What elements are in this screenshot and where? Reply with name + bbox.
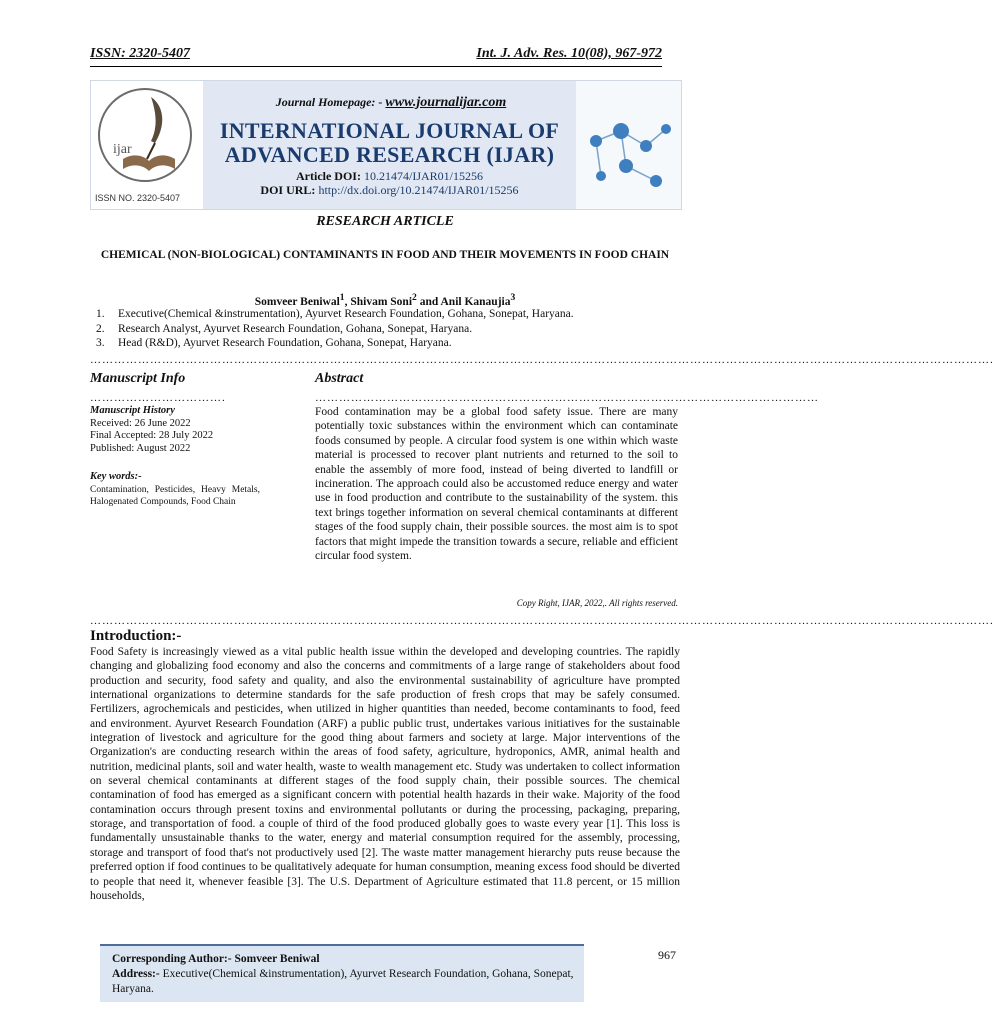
copyright: Copy Right, IJAR, 2022,. All rights reserved. <box>516 598 678 608</box>
corresponding-address: Address:- Executive(Chemical &instrumentation), Ayurvet Research Foundation, Gohana, Sonepat, Haryana. <box>112 968 574 995</box>
published-date: Published: August 2022 <box>90 442 191 454</box>
abstract-text: Food contamination may be a global food safety issue. There are many potentially toxic substances within the environment which can contaminate foods consumed by people. A circular food system is one within which waste material is processed to recover plant nutrients and returned to the soil to enable the assembly of more food, instead of being diverted to landfill or incineration. The approach could also be accustomed reduce energy and water use in food production and contribute to the sustainability of the system. this text brings together information on several chemical contaminants at different stages of the food supply chain, their possible sources. the most aim is to spot factors that might impede the transition towards a secure, reliable and efficient circular food system. <box>315 406 678 563</box>
affiliation-item: 3. Head (R&D), Ayurvet Research Foundation, Gohana, Sonepat, Haryana. <box>96 337 452 349</box>
page-number: 967 <box>658 948 676 962</box>
author-3: Anil Kanaujia <box>440 295 511 308</box>
history-heading: Manuscript History <box>90 405 175 416</box>
affiliation-item: 2. Research Analyst, Ayurvet Research Foundation, Gohana, Sonepat, Haryana. <box>96 322 473 335</box>
article-title: CHEMICAL (NON-BIOLOGICAL) CONTAMINANTS IN FOOD AND THEIR MOVEMENTS IN FOOD CHAIN <box>100 249 670 261</box>
author-conjunction: and <box>416 295 441 308</box>
homepage-label: Journal Homepage: - <box>275 95 386 109</box>
dotted-divider: ………………………………………………………………………………………………………………………………………………………………………………………………………. <box>90 615 994 627</box>
running-header <box>90 46 662 67</box>
logo-text: ijar <box>113 142 132 157</box>
manuscript-info-heading: Manuscript Info <box>90 371 186 386</box>
molecule-cover-icon <box>576 81 681 209</box>
journal-title-line2: ADVANCED RESEARCH (IJAR) <box>224 142 555 167</box>
keywords-heading: Key words:- <box>90 471 142 482</box>
article-type: RESEARCH ARTICLE <box>316 214 454 229</box>
journal-citation: Int. J. Adv. Res. 10(08), 967-972 <box>476 46 662 61</box>
quill-book-icon <box>93 83 201 193</box>
logo-issn: ISSN NO. 2320-5407 <box>95 193 181 203</box>
introduction-heading: Introduction:- <box>90 628 182 644</box>
ijar-logo <box>91 81 203 209</box>
author-1: Somveer Beniwal <box>254 295 340 308</box>
dotted-divider: ……………………………………………………………………………………………………………… <box>315 392 819 404</box>
article-doi-label: Article DOI: <box>296 169 361 183</box>
issn-label: ISSN: 2320-5407 <box>90 46 190 61</box>
author-line: Somveer Beniwal$^1$, Shivam Soni$^2$ and Anil Kanaujia$^3$ <box>254 292 516 308</box>
author-3-sup: 3 <box>510 292 516 303</box>
doi-block <box>203 169 576 197</box>
introduction-text: Food Safety is increasingly viewed as a vital public health issue within the developed and developing countries. The rapidly changing and globalizing food economy and also the concerns and commitments of a large range of stakeholders about food production and security, food safety and quality, and also the environmental sustainability of agriculture have prompted international organizations to determine standards for the safe production of fresh crops that may be safely consumed. Fertilizers, agrochemicals and pesticides, when utilized in higher quantities than needed, become contaminants to food, feed and environment. Ayurvet Research Foundation (ARF) a public public trust, undertakes various initiatives for the sustainable integration of livestock and agriculture for the good thing about farmers and society at large. Major interventions of the Organization's are conducting research within the areas of food safety, agriculture, hydroponics, AMR, animal health and nutrition, medicinal plants, soil and water health, waste to wealth management etc. Study was undertaken to collect information on several chemical contaminants at different stages of the food supply chain, their possible sources. The chemical contamination of food has emerged as a significant concern with potential health hazards in their wake. Majority of the food contamination occurs through present toxins and environmental pollutants or during the processing, packaging, preparing, storage, and transportation of food. a couple of third of the food produced globally goes to waste every year [1]. This loss is fundamentally unsustainable thanks to the water, energy and material consumption required for the assembly, processing, storage and transport of food that's not productively used [2]. The waste matter management hierarchy puts reuse because the preferred option if food continues to be qualitatively adequate for human consumption, meaning excess food should be diverted to people that need it, whenever feasible [3]. The U.S. Department of Agriculture estimated that 11.8 percent, or 15 million households, <box>90 646 680 902</box>
dotted-divider: ………………………………………………………………………………………………………………………………………………………………………………………………………. <box>90 354 994 366</box>
keywords: Contamination, Pesticides, Heavy Metals, Halogenated Compounds, Food Chain <box>90 484 260 507</box>
journal-homepage <box>211 95 571 111</box>
manuscript-info <box>90 405 260 508</box>
dotted-divider: ……………………………. <box>90 392 226 404</box>
affiliation-item: 1. Executive(Chemical &instrumentation), Ayurvet Research Foundation, Gohana, Sonepat, Haryana. <box>96 308 574 320</box>
homepage-link[interactable]: www.journalijar.com <box>385 95 507 110</box>
journal-title <box>203 119 576 167</box>
author-2-sup: 2 <box>412 292 417 303</box>
affiliation-list <box>90 307 680 351</box>
doi-url-label: DOI URL: <box>260 183 316 197</box>
abstract-heading: Abstract <box>315 371 364 386</box>
journal-banner <box>90 80 682 210</box>
corresponding-author-box <box>100 944 584 1002</box>
journal-title-line1: INTERNATIONAL JOURNAL OF <box>219 118 560 143</box>
author-2: Shivam Soni <box>350 295 413 308</box>
corresponding-author: Corresponding Author:- Somveer Beniwal <box>112 953 320 965</box>
author-1-sup: 1 <box>339 292 345 303</box>
received-date: Received: 26 June 2022 <box>90 417 191 429</box>
doi-url-link[interactable]: http://dx.doi.org/10.21474/IJAR01/15256 <box>318 183 519 197</box>
accepted-date: Final Accepted: 28 July 2022 <box>90 430 214 441</box>
journal-cover <box>576 81 681 209</box>
article-doi: 10.21474/IJAR01/15256 <box>363 169 483 183</box>
